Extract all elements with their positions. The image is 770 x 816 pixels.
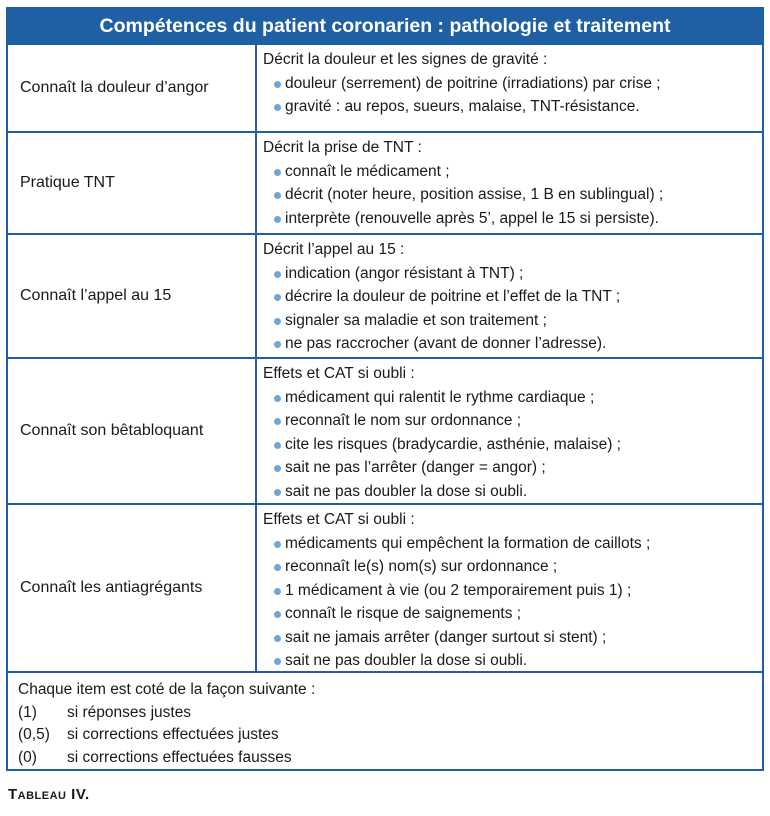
score-line bbox=[18, 724, 762, 747]
table-row bbox=[8, 357, 762, 503]
list-item: sait ne jamais arrêter (danger surtout si stent) ; bbox=[263, 626, 762, 650]
row-label: Connaît l’appel au 15 bbox=[8, 235, 257, 357]
score-line bbox=[18, 702, 762, 725]
list-item: douleur (serrement) de poitrine (irradiations) par crise ; bbox=[263, 72, 762, 96]
bullet-icon bbox=[274, 216, 281, 223]
bullet-icon bbox=[274, 611, 281, 618]
bullet-icon bbox=[274, 271, 281, 278]
list-item: indication (angor résistant à TNT) ; bbox=[263, 262, 762, 286]
row-label: Connaît la douleur d’angor bbox=[8, 45, 257, 131]
row-content bbox=[257, 235, 762, 357]
scoring-legend bbox=[8, 671, 762, 769]
scoring-intro: Chaque item est coté de la façon suivante : bbox=[18, 681, 316, 698]
bullet-icon bbox=[274, 418, 281, 425]
bullet-icon bbox=[274, 564, 281, 571]
bullet-icon bbox=[274, 192, 281, 199]
bullet-icon bbox=[274, 658, 281, 665]
list-item: sait ne pas l’arrêter (danger = angor) ; bbox=[263, 456, 762, 480]
list-item: 1 médicament à vie (ou 2 temporairement puis 1) ; bbox=[263, 579, 762, 603]
bullet-icon bbox=[274, 318, 281, 325]
bullet-icon bbox=[274, 442, 281, 449]
score-code: (0) bbox=[18, 748, 37, 766]
row-label: Connaît son bêtabloquant bbox=[8, 359, 257, 503]
bullet-icon bbox=[274, 341, 281, 348]
row-label: Connaît les antiagrégants bbox=[8, 505, 257, 671]
list-item: reconnaît le(s) nom(s) sur ordonnance ; bbox=[263, 555, 762, 579]
list-item: sait ne pas doubler la dose si oubli. bbox=[263, 649, 762, 673]
bullet-icon bbox=[274, 635, 281, 642]
table-row bbox=[8, 503, 762, 671]
score-code: (0,5) bbox=[18, 726, 50, 743]
bullet-icon bbox=[274, 169, 281, 176]
row-heading: Effets et CAT si oubli : bbox=[263, 365, 415, 382]
row-heading: Effets et CAT si oubli : bbox=[263, 511, 415, 528]
table-row bbox=[8, 43, 762, 131]
list-item: sait ne pas doubler la dose si oubli. bbox=[263, 480, 762, 504]
bullet-icon bbox=[274, 465, 281, 472]
row-heading: Décrit la douleur et les signes de gravité : bbox=[263, 51, 548, 68]
score-line bbox=[18, 747, 762, 770]
row-heading: Décrit la prise de TNT : bbox=[263, 139, 422, 156]
list-item: reconnaît le nom sur ordonnance ; bbox=[263, 409, 762, 433]
bullet-icon bbox=[274, 395, 281, 402]
table-row bbox=[8, 233, 762, 357]
score-text: si corrections effectuées fausses bbox=[67, 748, 292, 766]
row-content bbox=[257, 359, 762, 503]
table-title: Compétences du patient coronarien : pathologie et traitement bbox=[8, 9, 762, 43]
list-item: ne pas raccrocher (avant de donner l’adresse). bbox=[263, 332, 762, 356]
table-caption: Tableau IV. bbox=[8, 786, 90, 803]
list-item: médicaments qui empêchent la formation de caillots ; bbox=[263, 532, 762, 556]
bullet-icon bbox=[274, 104, 281, 111]
table-row bbox=[8, 131, 762, 233]
bullet-icon bbox=[274, 294, 281, 301]
score-text: si réponses justes bbox=[67, 703, 192, 721]
list-item: signaler sa maladie et son traitement ; bbox=[263, 309, 762, 333]
list-item: décrire la douleur de poitrine et l’effet de la TNT ; bbox=[263, 285, 762, 309]
bullet-icon bbox=[274, 541, 281, 548]
competences-table bbox=[6, 7, 764, 771]
list-item: médicament qui ralentit le rythme cardiaque ; bbox=[263, 386, 762, 410]
list-item: gravité : au repos, sueurs, malaise, TNT-résistance. bbox=[263, 95, 762, 119]
list-item: interprète (renouvelle après 5’, appel le 15 si persiste). bbox=[263, 207, 762, 231]
list-item: décrit (noter heure, position assise, 1 B en sublingual) ; bbox=[263, 183, 762, 207]
row-content bbox=[257, 133, 762, 233]
score-text: si corrections effectuées justes bbox=[67, 726, 279, 743]
bullet-icon bbox=[274, 588, 281, 595]
row-label: Pratique TNT bbox=[8, 133, 257, 233]
row-content bbox=[257, 45, 762, 131]
row-content bbox=[257, 505, 762, 671]
row-heading: Décrit l’appel au 15 : bbox=[263, 241, 405, 258]
score-code: (1) bbox=[18, 703, 37, 721]
bullet-icon bbox=[274, 81, 281, 88]
bullet-icon bbox=[274, 489, 281, 496]
list-item: connaît le risque de saignements ; bbox=[263, 602, 762, 626]
list-item: connaît le médicament ; bbox=[263, 160, 762, 184]
list-item: cite les risques (bradycardie, asthénie, malaise) ; bbox=[263, 433, 762, 457]
